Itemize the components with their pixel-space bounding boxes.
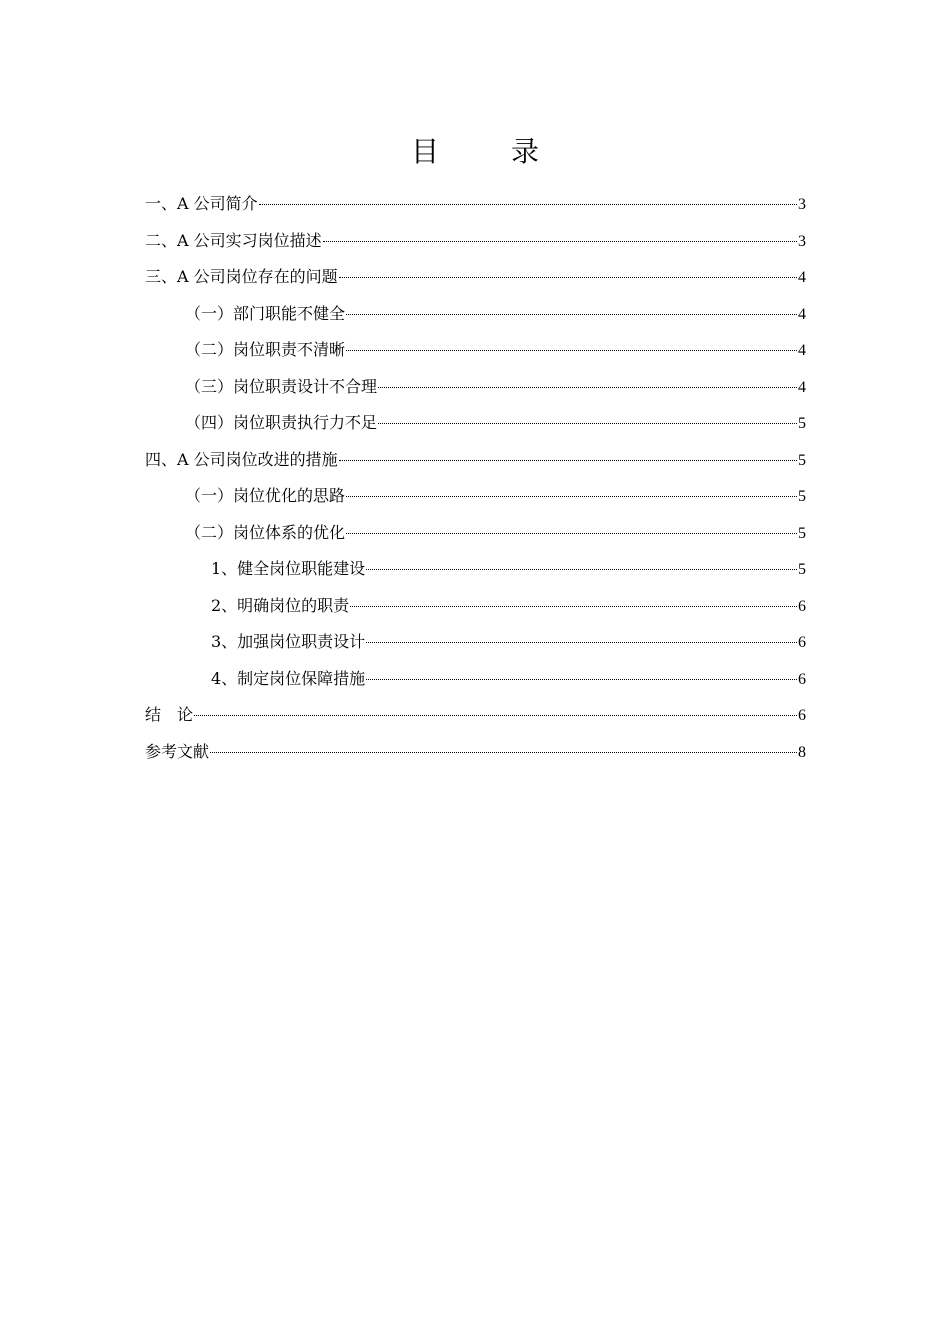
dot-leader [350, 606, 797, 607]
toc-entry[interactable] [145, 259, 806, 296]
toc-entry-page-number: 6 [798, 670, 806, 688]
toc-entry-page-number: 5 [798, 415, 806, 432]
dot-leader [346, 496, 797, 497]
toc-entry-page-number: 5 [798, 451, 806, 469]
toc-entry[interactable] [145, 223, 806, 260]
dot-leader [194, 715, 797, 716]
dot-leader [346, 350, 797, 351]
toc-entry-page-number: 3 [798, 196, 806, 213]
dot-leader [378, 387, 797, 388]
toc-entry[interactable] [145, 478, 806, 515]
toc-entry-page-number: 4 [798, 269, 806, 286]
dot-leader [339, 277, 797, 278]
toc-entry[interactable] [145, 442, 806, 479]
toc-entry[interactable] [145, 369, 806, 406]
toc-entry[interactable] [145, 296, 806, 333]
toc-entry-page-number: 5 [798, 488, 806, 505]
toc-entry[interactable] [145, 734, 806, 771]
toc-entry-page-number: 5 [798, 524, 806, 542]
toc-entry-page-number: 3 [798, 232, 806, 250]
dot-leader [346, 533, 797, 534]
dot-leader [323, 241, 797, 242]
toc-entry-label: 二、A 公司实习岗位描述 [145, 230, 322, 250]
dot-leader [339, 460, 797, 461]
toc-list [145, 186, 806, 770]
dot-leader [346, 314, 797, 315]
toc-entry[interactable] [145, 405, 806, 442]
toc-entry-page-number: 5 [798, 561, 806, 578]
dot-leader [366, 679, 797, 680]
dot-leader [259, 204, 797, 205]
toc-entry-label: 一、A 公司简介 [145, 194, 258, 213]
toc-entry-label: 3、加强岗位职责设计 [211, 632, 366, 651]
toc-entry-label: 三、A 公司岗位存在的问题 [145, 267, 338, 286]
dot-leader [378, 423, 797, 424]
toc-entry[interactable] [145, 588, 806, 625]
toc-title: 目 录 [410, 135, 561, 168]
dot-leader [366, 569, 797, 570]
toc-entry-label: （二）岗位职责不清晰 [185, 340, 346, 359]
toc-entry[interactable] [145, 661, 806, 698]
toc-entry-page-number: 8 [798, 743, 806, 761]
toc-entry-page-number: 4 [798, 342, 806, 359]
toc-entry-label: 结 论 [145, 705, 194, 724]
toc-entry-label: （四）岗位职责执行力不足 [185, 413, 378, 432]
dot-leader [366, 642, 797, 643]
toc-entry-label: 四、A 公司岗位改进的措施 [145, 449, 338, 469]
toc-entry-page-number: 6 [798, 597, 806, 615]
toc-entry-page-number: 6 [798, 634, 806, 651]
toc-entry[interactable] [145, 186, 806, 223]
toc-entry-label: 4、制定岗位保障措施 [211, 668, 366, 688]
toc-entry-label: 参考文献 [145, 741, 210, 761]
toc-entry-label: （一）部门职能不健全 [185, 303, 346, 323]
toc-entry-page-number: 4 [798, 378, 806, 396]
toc-entry-page-number: 6 [798, 707, 806, 724]
toc-entry-label: （二）岗位体系的优化 [185, 522, 346, 542]
toc-entry[interactable] [145, 551, 806, 588]
toc-entry[interactable] [145, 332, 806, 369]
toc-entry-page-number: 4 [798, 305, 806, 323]
toc-entry-label: 1、健全岗位职能建设 [211, 559, 366, 578]
toc-entry-label: 2、明确岗位的职责 [211, 595, 350, 615]
toc-entry[interactable] [145, 697, 806, 734]
toc-entry-label: （三）岗位职责设计不合理 [185, 376, 378, 396]
toc-entry[interactable] [145, 515, 806, 552]
toc-entry[interactable] [145, 624, 806, 661]
dot-leader [210, 752, 797, 753]
toc-entry-label: （一）岗位优化的思路 [185, 486, 346, 505]
